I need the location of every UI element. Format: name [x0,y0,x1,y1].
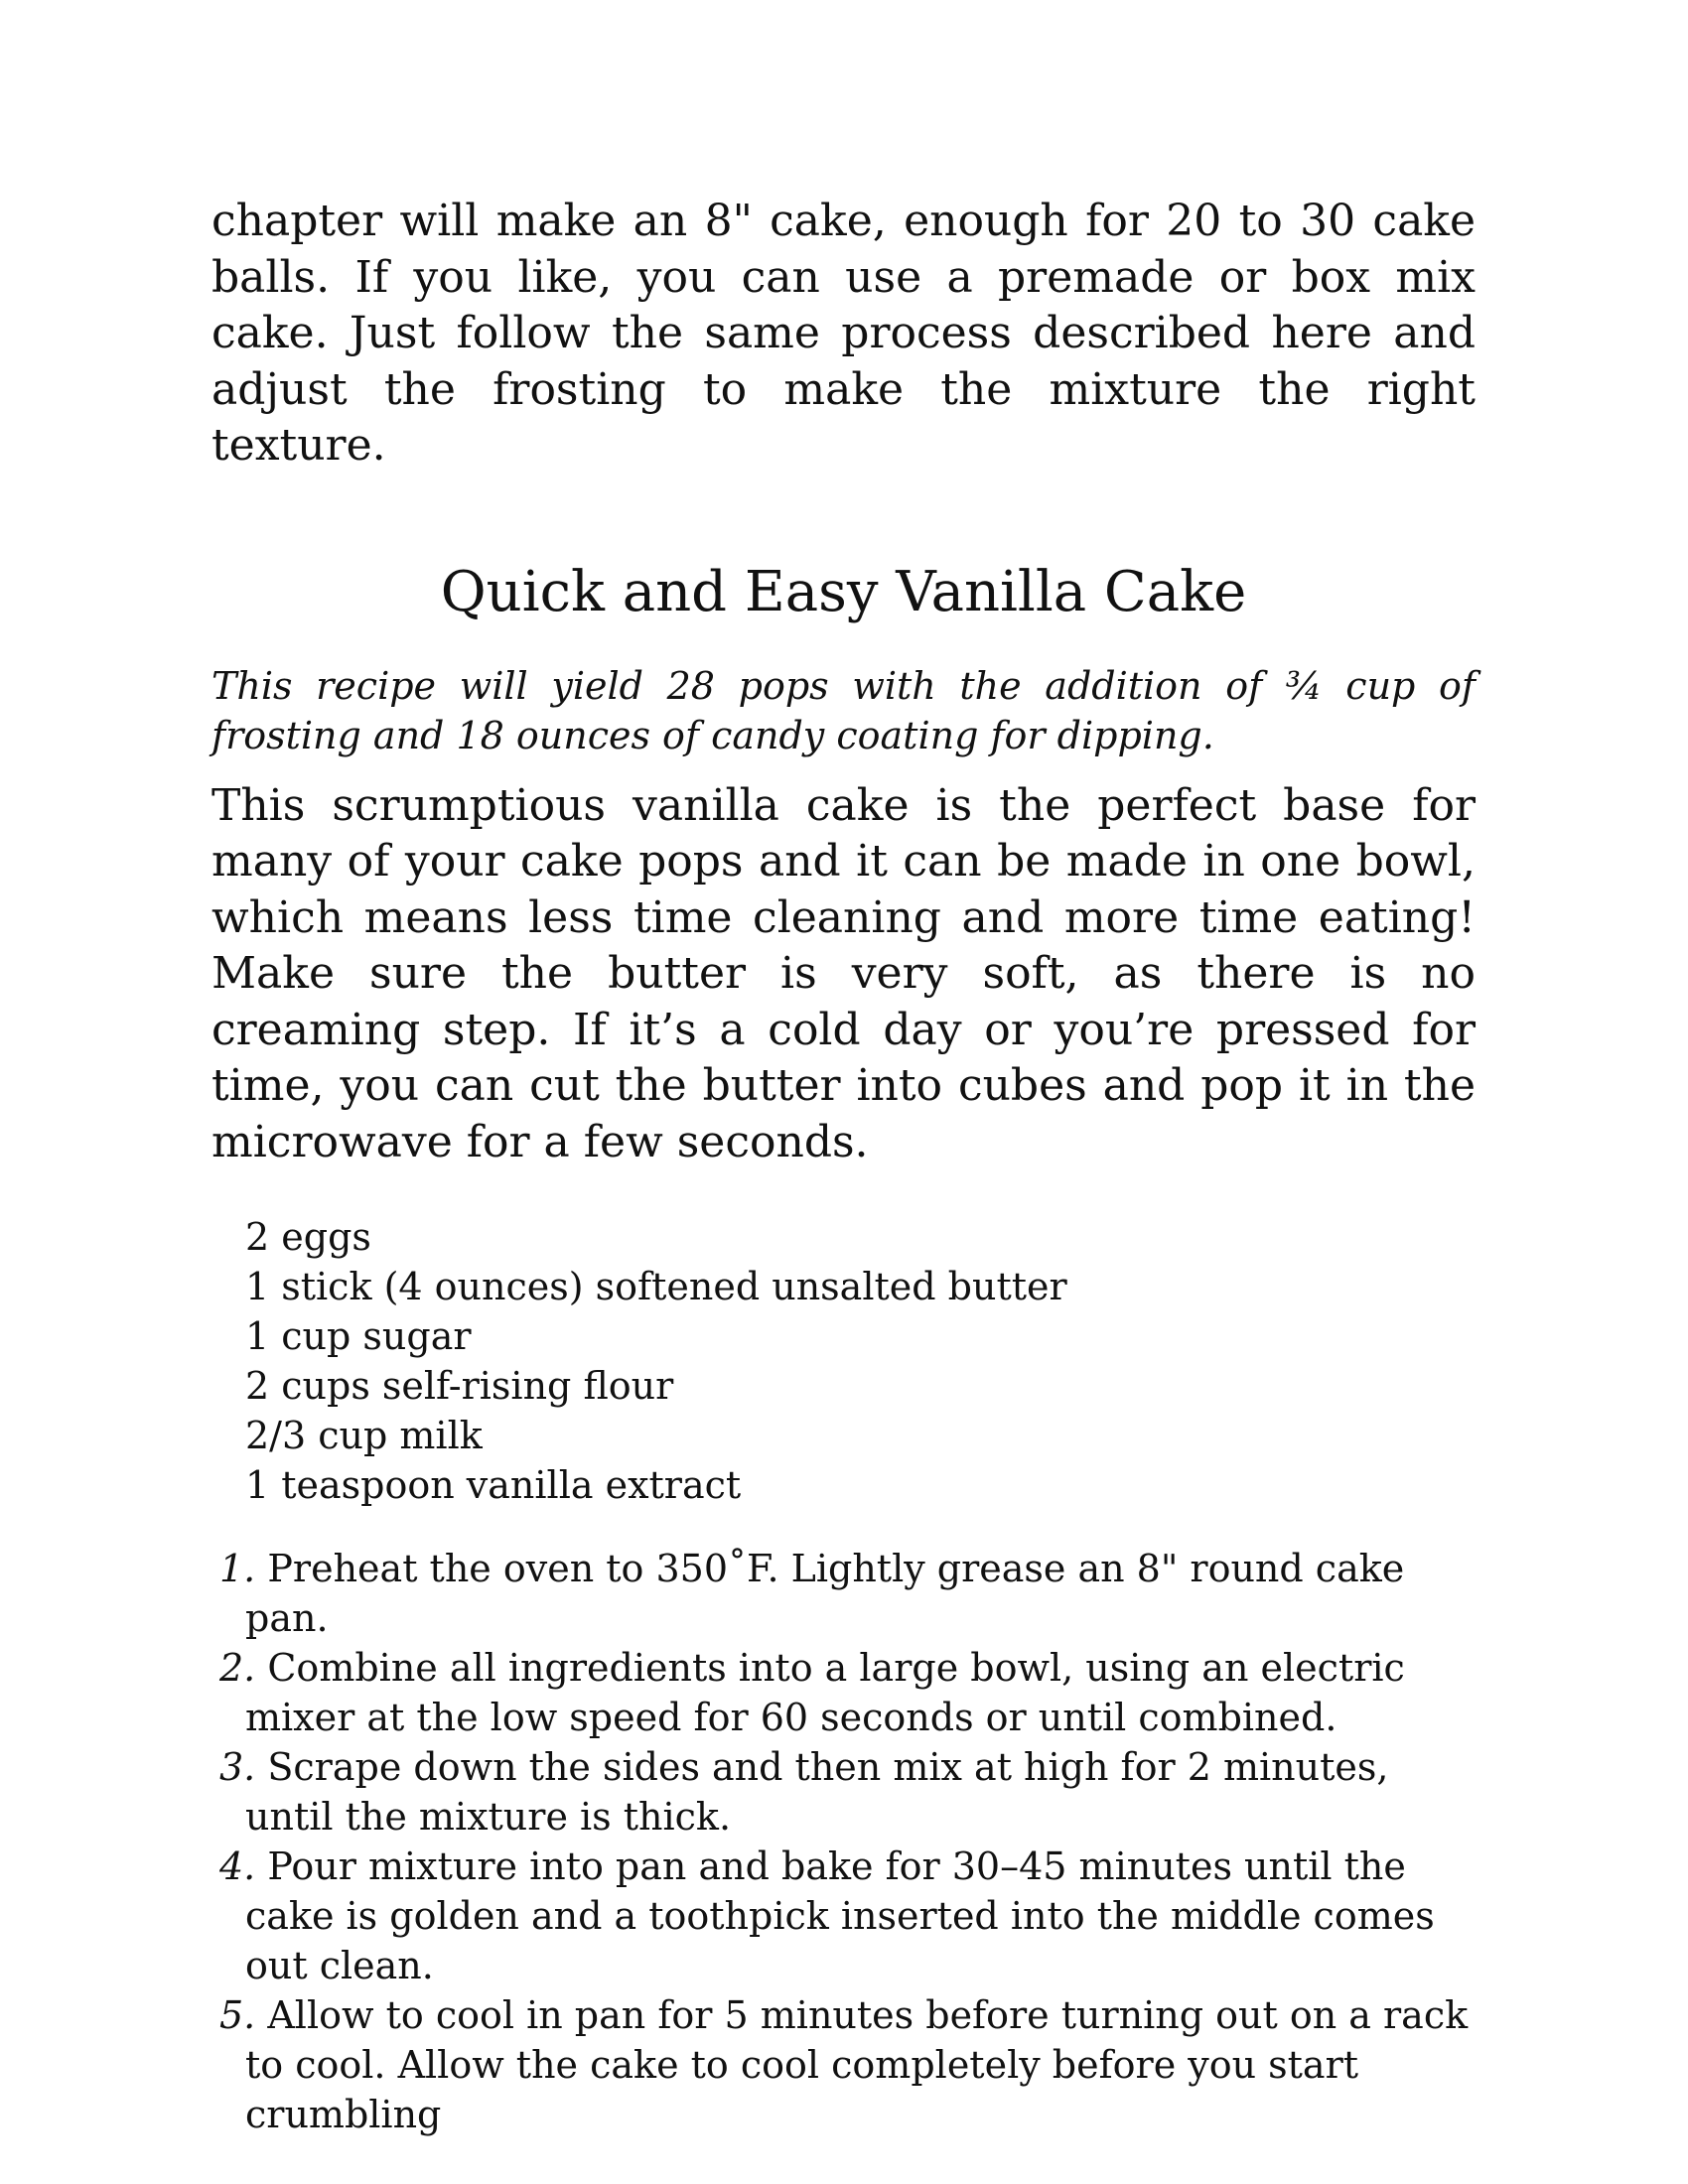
step-number: 1. [219,1547,256,1590]
ingredient-item: 2 eggs [245,1215,371,1259]
step-text: Allow to cool in pan for 5 minutes before turning out on a rack to cool. Allow the cake to cool completely before you start crumbling [245,1993,1469,2136]
step-item [219,1742,1476,1842]
step-list [219,1544,1476,2139]
step-text: Pour mixture into pan and bake for 30–45 minutes until the cake is golden and a toothpick inserted into the middle comes out clean. [245,1844,1435,1987]
ingredient-item: 2 cups self-rising flour [245,1364,674,1408]
document-page [211,194,1476,2139]
step-text: Scrape down the sides and then mix at high for 2 minutes, until the mixture is thick. [245,1745,1389,1839]
step-text: Combine all ingredients into a large bowl, using an electric mixer at the low speed for 60 seconds or until combined. [245,1646,1405,1739]
ingredient-item: 1 stick (4 ounces) softened unsalted butter [245,1265,1067,1308]
step-number: 2. [219,1646,256,1690]
step-number: 5. [219,1993,256,2037]
recipe-description: This scrumptious vanilla cake is the perfect base for many of your cake pops and it can be made in one bowl, which means less time cleaning and more time eating! Make sure the butter is very soft, as there is no creaming step. If it’s a cold day or you’re pressed for time, you can cut the butter into cubes and pop it in the microwave for a few seconds. [211,779,1476,1167]
step-item [219,1544,1476,1643]
step-text: Preheat the oven to 350˚F. Lightly grease an 8" round cake pan. [245,1547,1405,1640]
ingredient-list [245,1212,1476,1510]
step-item [219,1990,1476,2139]
ingredient-item: 2/3 cup milk [245,1414,483,1457]
recipe-title: Quick and Easy Vanilla Cake [440,559,1247,624]
step-number: 3. [219,1745,256,1789]
intro-paragraph: chapter will make an 8" cake, enough for 20 to 30 cake balls. If you like, you can use a premade or box mix cake. Just follow the same process described here and adjust the frosting to make the mixture the right texture. [211,196,1476,471]
ingredient-item: 1 cup sugar [245,1314,472,1358]
step-item [219,1842,1476,1990]
yield-note: This recipe will yield 28 pops with the addition of ¾ cup of frosting and 18 ounces of candy coating for dipping. [211,663,1476,757]
ingredient-item: 1 teaspoon vanilla extract [245,1463,742,1507]
step-number: 4. [219,1844,256,1888]
step-item [219,1643,1476,1742]
